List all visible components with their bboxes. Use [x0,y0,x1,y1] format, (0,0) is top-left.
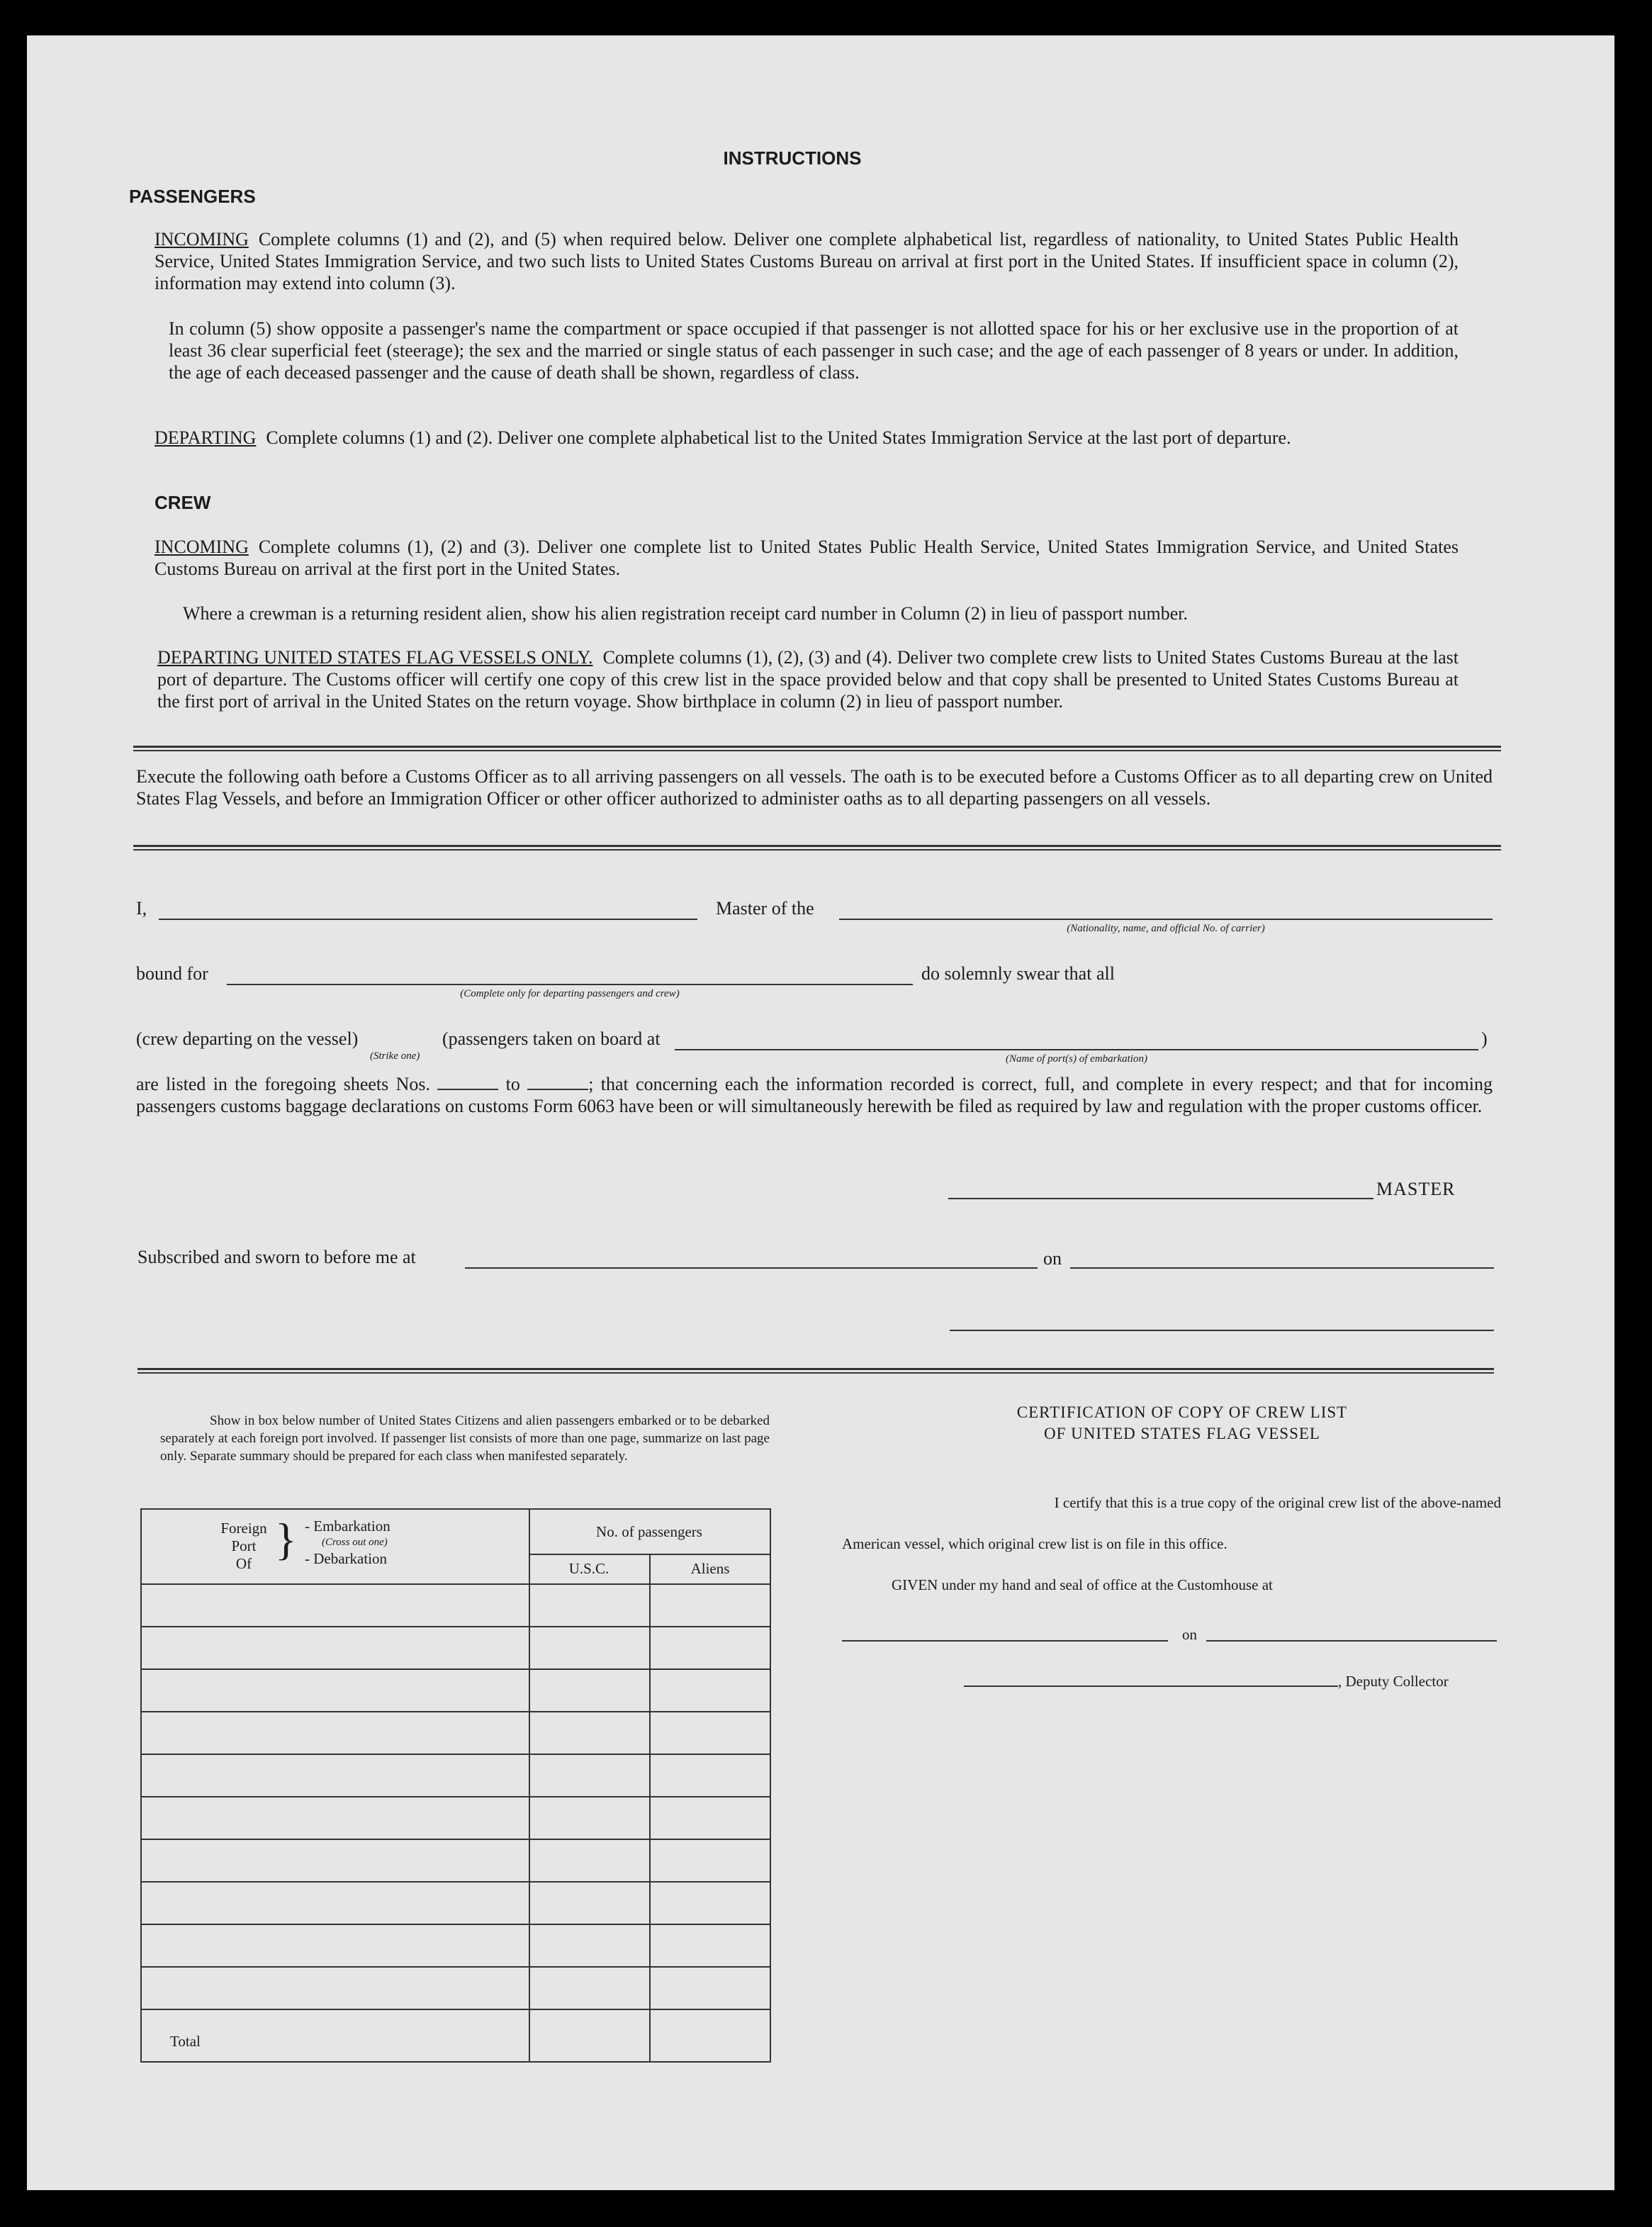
crew-resident-paragraph: Where a crewman is a returning resident alien, show his alien registration receipt card number in Column (2) in lieu of passport number. [183,603,1189,624]
column-divider [649,1583,651,2061]
officer-signature-line[interactable] [950,1330,1494,1331]
foreign-port-of-label [215,1520,272,1573]
embarkation-option[interactable]: - Embarkation [305,1518,390,1535]
table-row[interactable] [142,1881,770,1883]
table-row[interactable] [142,1966,770,1968]
deputy-collector-label: , Deputy Collector [1338,1673,1449,1690]
listed-text-2: ; that concerning each the information recorded is correct, full, and complete in every respect; and that for incoming passengers customs baggage declarations on customs Form 6063 have been or will simultaneously herewith be filed as required by law and regulation with the proper customs officer. [136,1074,1493,1116]
certify-line-1: I certify that this is a true copy of the original crew list of the above-named [1054,1494,1501,1511]
table-row[interactable] [142,1839,770,1840]
carrier-note: (Nationality, name, and official No. of carrier) [1067,923,1265,934]
sworn-place-line[interactable] [465,1267,1038,1269]
port-label: Port [231,1537,257,1554]
sheet-from-field[interactable] [437,1075,498,1090]
sheets-paragraph [136,1073,1493,1117]
passengers-heading: PASSENGERS [129,186,256,207]
form-sheet [27,35,1614,2190]
crew-departing-option[interactable]: (crew departing on the vessel) [136,1028,359,1049]
column-divider [529,1583,530,2061]
port-header-cell [142,1510,530,1585]
master-name-line[interactable] [159,919,697,920]
embarkation-ports-line[interactable] [675,1049,1478,1050]
bound-for-line[interactable] [227,984,913,985]
crew-incoming-label: INCOMING [154,537,249,557]
listed-to: to [505,1074,520,1094]
passengers-incoming-label: INCOMING [154,229,249,249]
oath-intro: Execute the following oath before a Customs Officer as to all arriving passengers on all vessels. The oath is to be executed before a Customs Officer as to all departing crew on United States Flag Vessels, and before an Immigration Officer or other officer authorized to administer oaths as to all departing passengers on all vessels. [136,766,1493,809]
cross-out-note: (Cross out one) [322,1537,388,1548]
table-row[interactable] [142,1924,770,1925]
table-row[interactable] [142,1626,770,1627]
customhouse-place-line[interactable] [842,1640,1168,1642]
master-label: MASTER [1376,1179,1456,1199]
crew-departing-text: Complete columns (1), (2), (3) and (4). Deliver two complete crew lists to United States Customs Bureau at the last port of departure. The Customs officer will certify one copy of this crew list in the space provided below and that copy shall be presented to United States Customs Bureau at the first port of arrival in the United States on the return voyage. Show birthplace in column (2) in lieu of passport number. [157,647,1459,712]
strike-note: (Strike one) [370,1050,420,1062]
passengers-taken-option[interactable]: (passengers taken on board at [442,1028,661,1049]
swear-text: do solemnly swear that all [921,963,1115,984]
bound-for-label: bound for [136,963,208,984]
divider [133,746,1501,751]
usc-header: U.S.C. [529,1554,651,1585]
foreign-label: Foreign [220,1520,267,1537]
ports-note: (Name of port(s) of embarkation) [1006,1053,1147,1065]
table-row[interactable] [142,1668,770,1670]
certification-on-label: on [1182,1626,1197,1643]
listed-text-1: are listed in the foregoing sheets Nos. [136,1074,430,1094]
master-signature-line[interactable] [948,1198,1373,1199]
brace: } [275,1514,297,1564]
sworn-date-line[interactable] [1070,1267,1494,1269]
deputy-signature-line[interactable] [964,1685,1338,1687]
divider [137,1368,1494,1374]
table-row[interactable] [142,2009,770,2010]
crew-heading: CREW [154,492,211,513]
table-row[interactable] [142,1796,770,1797]
close-paren: ) [1481,1028,1488,1049]
bound-for-note: (Complete only for departing passengers and crew) [460,988,680,999]
sheet-to-field[interactable] [527,1075,588,1090]
passengers-departing-paragraph [154,427,1459,449]
summary-instruction: Show in box below number of United States Citizens and alien passengers embarked or to be debarked separately at each foreign port involved. If passenger list consists of more than one page, summarize on last page only. Separate summary should be prepared for each class when manifested separately. [160,1413,770,1464]
debarkation-option[interactable]: - Debarkation [305,1550,388,1567]
crew-incoming-paragraph [154,536,1459,580]
embark-debark-labels [305,1518,390,1567]
table-row[interactable] [142,1754,770,1755]
given-text: GIVEN under my hand and seal of office at the Customhouse at [892,1576,1273,1593]
passengers-incoming-paragraph [154,228,1459,294]
crew-departing-paragraph [157,646,1459,712]
of-label: Of [235,1555,252,1572]
crew-departing-label: DEPARTING UNITED STATES FLAG VESSELS ONLY. [157,647,593,668]
subscribed-label: Subscribed and sworn to before me at [137,1247,416,1267]
certify-line-2: American vessel, which original crew list is on file in this office. [842,1535,1227,1552]
divider [133,845,1501,851]
certification-date-line[interactable] [1206,1640,1497,1642]
sworn-on-label: on [1043,1248,1062,1269]
carrier-line[interactable] [839,919,1493,920]
passengers-departing-text: Complete columns (1) and (2). Deliver one complete alphabetical list to the United States Immigration Service at the last port of departure. [266,427,1291,448]
crew-incoming-text: Complete columns (1), (2) and (3). Deliver one complete list to United States Public Health Service, United States Immigration Service, and United States Customs Bureau on arrival at the first port in the United States. [154,537,1459,579]
passengers-departing-label: DEPARTING [154,427,257,448]
column5-paragraph: In column (5) show opposite a passenger's name the compartment or space occupied if that passenger is not allotted space for his or her exclusive use in the proportion of at least 36 clear superficial feet (steerage); the sex and the married or single status of each passenger in such case; and the age of each passenger of 8 years or under. In addition, the age of each deceased passenger and the cause of death shall be shown, regardless of class. [169,318,1459,383]
page-title: INSTRUCTIONS [723,147,862,169]
master-of-label: Master of the [716,898,814,919]
passenger-summary-table [140,1508,771,2063]
certification-title [870,1402,1494,1445]
oath-i-label: I, [136,898,147,919]
no-passengers-header: No. of passengers [529,1510,770,1555]
total-label: Total [170,2033,201,2050]
certification-title-line-1: CERTIFICATION OF COPY OF CREW LIST [1016,1403,1348,1421]
certification-title-line-2: OF UNITED STATES FLAG VESSEL [1044,1425,1320,1442]
table-row[interactable] [142,1711,770,1712]
passengers-incoming-text: Complete columns (1) and (2), and (5) when required below. Deliver one complete alphabetical list, regardless of nationality, to United States Public Health Service, United States Immigration Service, and two such lists to United States Customs Bureau on arrival at first port in the United States. If insufficient space in column (2), information may extend into column (3). [154,229,1459,293]
aliens-header: Aliens [651,1554,770,1585]
